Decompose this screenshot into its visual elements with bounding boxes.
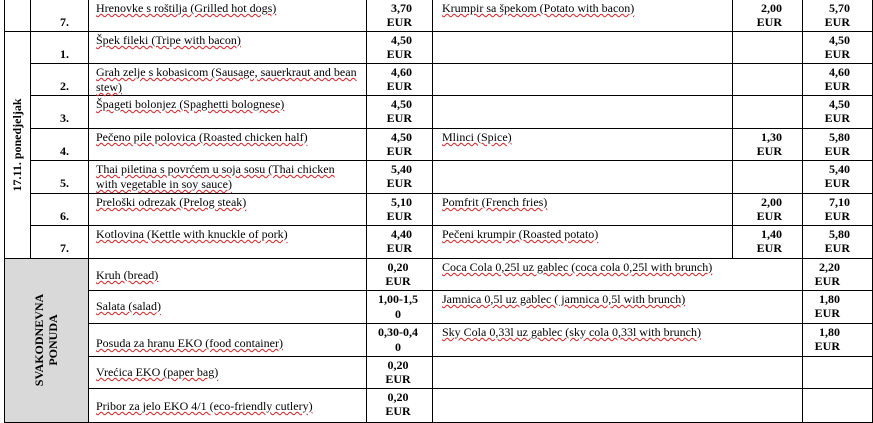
day-label: 17.11. ponedjeljak bbox=[10, 98, 24, 192]
dish-price: 3,70 bbox=[391, 1, 412, 15]
total-price: 5,40 bbox=[829, 162, 850, 176]
dish-name: Pečeno pile polovica (Roasted chicken half) bbox=[96, 130, 308, 144]
dish-price-currency: EUR bbox=[386, 47, 412, 61]
daily-item-price: 0,30-0,40 bbox=[378, 325, 418, 354]
side-price: 1,40 bbox=[761, 227, 782, 241]
drink-price-currency: EUR bbox=[814, 306, 840, 320]
dish-price-currency: EUR bbox=[386, 111, 412, 125]
dish-price: 5,10 bbox=[391, 195, 412, 209]
daily-item-name: Pribor za jelo EKO 4/1 (eco-friendly cutlery) bbox=[96, 399, 313, 413]
side-price: 2,00 bbox=[761, 195, 782, 209]
side-name: Krumpir sa špekom (Potato with bacon) bbox=[442, 1, 635, 15]
dish-price: 4,60 bbox=[391, 65, 412, 79]
total-price: 5,80 bbox=[829, 227, 850, 241]
total-price: 4,50 bbox=[829, 97, 850, 111]
row-number: 2. bbox=[60, 79, 69, 93]
daily-offer-label: SVAKODNEVNA PONUDA bbox=[32, 293, 60, 387]
row-number: 1. bbox=[60, 47, 69, 61]
drink-price: 2,20 bbox=[819, 260, 840, 274]
dish-price-currency: EUR bbox=[386, 241, 412, 255]
dish-price-currency: EUR bbox=[386, 209, 412, 223]
total-price-currency: EUR bbox=[824, 111, 850, 125]
dish-price-currency: EUR bbox=[386, 144, 412, 158]
total-price-currency: EUR bbox=[824, 241, 850, 255]
dish-price: 4,50 bbox=[391, 97, 412, 111]
row-number: 4. bbox=[60, 144, 69, 158]
total-price-currency: EUR bbox=[824, 47, 850, 61]
daily-item-name: Salata (salad) bbox=[96, 299, 161, 313]
dish-name: Špageti bolonjez (Spaghetti bolognese) bbox=[96, 97, 285, 111]
side-price: 1,30 bbox=[761, 130, 782, 144]
total-price-currency: EUR bbox=[824, 176, 850, 190]
dish-price-currency: EUR bbox=[386, 15, 412, 29]
drink-name: Jamnica 0,5l uz gablec ( jamnica 0,5l with brunch) bbox=[442, 292, 686, 306]
row-number: 7. bbox=[60, 241, 69, 255]
side-name: Pečeni krumpir (Roasted potato) bbox=[442, 227, 599, 241]
total-price: 4,60 bbox=[829, 65, 850, 79]
daily-item-price: 0,20 bbox=[387, 358, 409, 372]
daily-item-price: 0,20 bbox=[387, 390, 409, 404]
dish-price: 4,40 bbox=[391, 227, 412, 241]
side-price-currency: EUR bbox=[756, 241, 782, 255]
total-price-currency: EUR bbox=[824, 209, 850, 223]
dish-price-currency: EUR bbox=[386, 79, 412, 93]
row-number: 6. bbox=[60, 209, 69, 223]
dish-name: Špek fileki (Tripe with bacon) bbox=[96, 33, 241, 47]
daily-item-name: Vrećica EKO (paper bag) bbox=[96, 365, 219, 379]
total-price: 4,50 bbox=[829, 33, 850, 47]
side-price-currency: EUR bbox=[756, 209, 782, 223]
drink-price-currency: EUR bbox=[814, 274, 840, 288]
dish-price: 5,40 bbox=[391, 162, 412, 176]
dish-price-currency: EUR bbox=[386, 176, 412, 190]
drink-price: 1,80 bbox=[819, 292, 840, 306]
daily-item-price: 1,00-1,50 bbox=[378, 292, 418, 321]
dish-name: Thai piletina s povrćem u soja sosu (Thai chicken with vegetable in soy sauce) bbox=[96, 162, 335, 191]
total-price-currency: EUR bbox=[824, 144, 850, 158]
daily-item-name: Kruh (bread) bbox=[96, 268, 159, 282]
total-price: 5,80 bbox=[829, 130, 850, 144]
total-price-currency: EUR bbox=[824, 15, 850, 29]
dish-price: 4,50 bbox=[391, 33, 412, 47]
drink-price: 1,80 bbox=[819, 325, 840, 339]
dish-price: 4,50 bbox=[391, 130, 412, 144]
drink-name: Sky Cola 0,33l uz gablec (sky cola 0,33l with brunch) bbox=[442, 325, 701, 339]
daily-item-price: 0,20 bbox=[387, 260, 409, 274]
side-price-currency: EUR bbox=[756, 15, 782, 29]
row-number: 3. bbox=[60, 111, 69, 125]
dish-name: Preloški odrezak (Prelog steak) bbox=[96, 195, 247, 209]
drink-price-currency: EUR bbox=[814, 339, 840, 353]
daily-item-currency: EUR bbox=[385, 274, 411, 288]
dish-name: Kotlovina (Kettle with knuckle of pork) bbox=[96, 227, 288, 241]
side-price-currency: EUR bbox=[756, 144, 782, 158]
row-number: 5. bbox=[60, 176, 69, 190]
total-price: 5,70 bbox=[829, 1, 850, 15]
total-price-currency: EUR bbox=[824, 79, 850, 93]
dish-name: Hrenovke s roštilja (Grilled hot dogs) bbox=[96, 1, 277, 15]
daily-item-currency: EUR bbox=[385, 404, 411, 418]
total-price: 7,10 bbox=[829, 195, 850, 209]
drink-name: Coca Cola 0,25l uz gablec (coca cola 0,25l with brunch) bbox=[442, 260, 713, 274]
row-number: 7. bbox=[60, 15, 69, 29]
side-name: Mlinci (Spice) bbox=[442, 130, 512, 144]
side-price: 2,00 bbox=[761, 1, 782, 15]
daily-item-currency: EUR bbox=[385, 372, 411, 386]
daily-item-name: Posuda za hranu EKO (food container) bbox=[96, 336, 283, 350]
dish-name: Grah zelje s kobasicom (Sausage, sauerkraut and bean stew) bbox=[96, 65, 357, 94]
side-name: Pomfrit (French fries) bbox=[442, 195, 548, 209]
